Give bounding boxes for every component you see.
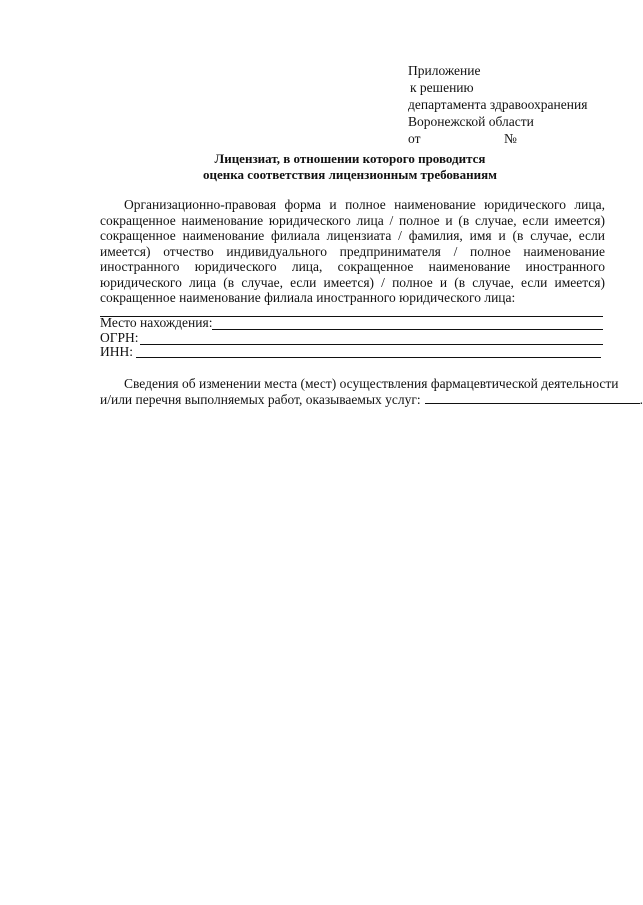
appendix-from-label: от <box>408 131 421 146</box>
ogrn-blank-line <box>140 344 603 345</box>
appendix-line-1: Приложение <box>408 63 481 78</box>
intro-paragraph: Организационно-правовая форма и полное наименование юридического лица, сокращенное наименование юридического лица / полное и (в случае, если имеется) сокращенное наименование филиала лицензиата / фамилия, имя и (в случае, если имеется) отчество индивидуального предпринимателя / полное наименование иностранного юридического лица, сокращенное наименование иностранного юридического лица (в случае, если имеется) / полное и (в случае, если имеется) сокращенное наименование филиала иностранного юридического лица: <box>100 197 605 305</box>
title-line-2: оценка соответствия лицензионным требованиям <box>203 167 497 182</box>
inn-label: ИНН: <box>100 344 133 359</box>
appendix-date-number-row <box>408 130 587 147</box>
changes-paragraph <box>100 376 643 408</box>
appendix-line-3: департамента здравоохранения <box>408 97 588 112</box>
changes-line-1: Сведения об изменении места (мест) осуществления фармацевтической деятельности <box>124 376 619 391</box>
appendix-number-label: № <box>504 131 517 146</box>
changes-blank-line <box>425 392 640 404</box>
inn-blank-line <box>136 357 601 358</box>
location-blank-line <box>212 329 603 330</box>
changes-line-2-row <box>100 392 643 408</box>
appendix-header <box>408 62 587 147</box>
location-label: Место нахождения: <box>100 315 213 330</box>
changes-ending: . <box>639 392 643 407</box>
changes-line-2: и/или перечня выполняемых работ, оказываемых услуг: <box>100 392 421 407</box>
appendix-line-4: Воронежской области <box>408 114 534 129</box>
document-title <box>150 151 550 183</box>
ogrn-label: ОГРН: <box>100 330 139 345</box>
appendix-line-2: к решению <box>410 80 474 95</box>
title-line-1: Лицензиат, в отношении которого проводится <box>214 151 486 166</box>
